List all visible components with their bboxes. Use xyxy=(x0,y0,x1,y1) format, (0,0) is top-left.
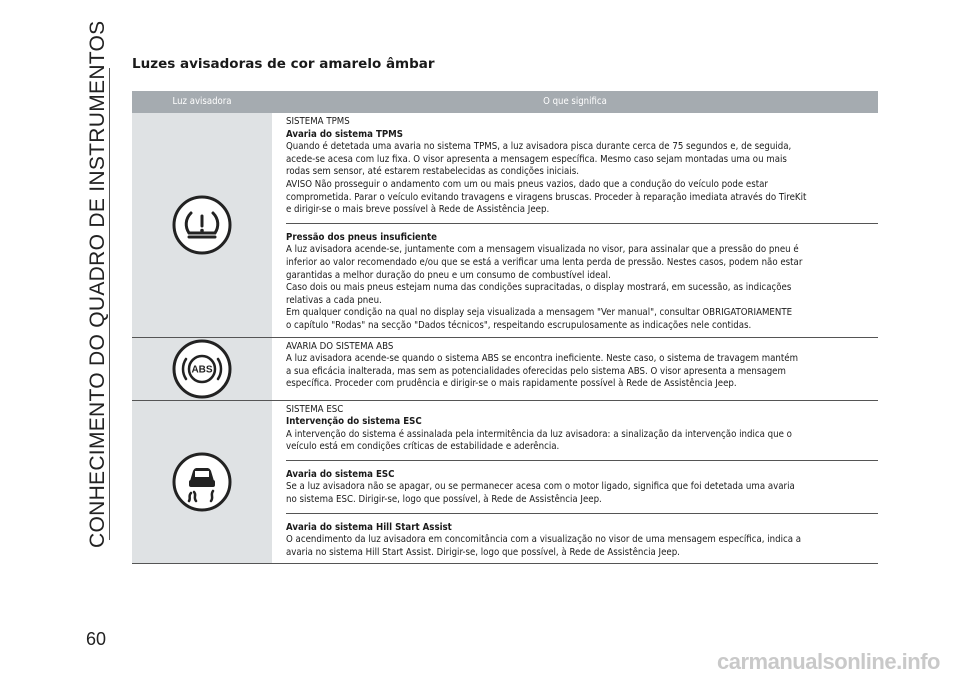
hill-start-assist-block xyxy=(286,513,878,564)
text-line: garantidas a melhor duração do pneu e um consumo de combustível ideal. xyxy=(286,269,611,281)
table-header xyxy=(132,91,878,113)
header-meaning: O que significa xyxy=(543,96,607,107)
block-heading: SISTEMA TPMS xyxy=(286,116,350,127)
text-line: Em qualquer condição na qual no display seja visualizada a mensagem "Ver manual", consultar OBRIGATORIAMENTE xyxy=(286,307,793,319)
text-line: comprometida. Parar o veículo evitando travagens e viragens bruscas. Proceder à reparação imediata através do TireKit xyxy=(286,191,807,203)
block-subheading: Avaria do sistema Hill Start Assist xyxy=(286,521,452,533)
text-line: o capítulo "Rodas" na secção "Dados técnicos", respeitando escrupulosamente as indicações nele contidas. xyxy=(286,319,752,331)
text-line: veículo está em condições críticas de estabilidade e aderência. xyxy=(286,441,560,453)
icon-cell xyxy=(132,401,272,564)
tpms-fault-block xyxy=(286,113,878,221)
abs-fault-block xyxy=(286,338,878,395)
warning-lights-table xyxy=(132,91,878,564)
esc-intervention-block xyxy=(286,401,878,458)
page-number: 60 xyxy=(86,629,107,649)
meaning-cell xyxy=(272,338,878,400)
block-heading: AVARIA DO SISTEMA ABS xyxy=(286,340,394,352)
meaning-cell xyxy=(272,401,878,564)
watermark-brand: carmanualsonline.info xyxy=(717,649,940,674)
block-subheading: Avaria do sistema TPMS xyxy=(286,128,403,140)
text-line: relativas a cada pneu. xyxy=(286,294,382,306)
block-subheading: Intervenção do sistema ESC xyxy=(286,416,422,428)
text-line: AVISO Não prosseguir o andamento com um ou mais pneus vazios, dado que a condução do veículo pode estar xyxy=(286,178,768,190)
block-heading: SISTEMA ESC xyxy=(286,403,344,415)
chapter-side-title: CONHECIMENTO DO QUADRO DE INSTRUMENTOS xyxy=(86,20,109,548)
text-line: rodas sem sensor, até estarem restabelecidas as condições iniciais. xyxy=(286,166,579,178)
text-line: Quando é detetada uma avaria no sistema TPMS, a luz avisadora pisca durante cerca de 75 segundos e, de seguida, xyxy=(286,141,792,153)
abs-icon-label: ABS xyxy=(191,364,213,375)
icon-cell xyxy=(132,113,272,337)
tyre-pressure-block xyxy=(286,223,878,337)
text-line: no sistema ESC. Dirigir-se, logo que possível, à Rede de Assistência Jeep. xyxy=(286,494,602,506)
text-line: inferior ao valor recomendado e/ou que se está a verificar uma lenta perda de pressão. Nestes casos, podem não estar xyxy=(286,256,803,268)
text-line: e dirigir-se o mais breve possível à Rede de Assistência Jeep. xyxy=(286,204,550,216)
chapter-side-rule xyxy=(109,68,110,540)
header-warning-light: Luz avisadora xyxy=(172,96,232,107)
text-line: avaria no sistema Hill Start Assist. Dirigir-se, logo que possível, à Rede de Assistência Jeep. xyxy=(286,546,680,558)
text-line: Caso dois ou mais pneus estejam numa das condições supracitadas, o display mostrará, em sucessão, as indicações xyxy=(286,282,792,294)
text-line: Se a luz avisadora não se apagar, ou se permanecer acesa com o motor ligado, significa que foi detetada uma avaria xyxy=(286,481,795,493)
text-line: O acendimento da luz avisadora em concomitância com a visualização no visor de uma mensagem específica, indica a xyxy=(286,534,802,546)
abs-warning-icon xyxy=(171,338,233,400)
meaning-cell xyxy=(272,113,878,337)
section-title: Luzes avisadoras de cor amarelo âmbar xyxy=(132,56,435,72)
tpms-warning-icon xyxy=(171,194,233,256)
table-row xyxy=(132,338,878,401)
text-line: A luz avisadora acende-se quando o sistema ABS se encontra ineficiente. Neste caso, o sistema de travagem mantém xyxy=(286,353,799,365)
text-line: específica. Proceder com prudência e dirigir-se o mais rapidamente possível à Rede de Assistência Jeep. xyxy=(286,378,737,390)
table-row xyxy=(132,113,878,338)
esc-skid-car-icon xyxy=(171,451,233,513)
icon-cell xyxy=(132,338,272,400)
block-subheading: Avaria do sistema ESC xyxy=(286,468,395,480)
esc-fault-block xyxy=(286,460,878,511)
text-line: a sua eficácia inalterada, mas sem as potencialidades oferecidas pelo sistema ABS. O visor apresenta a mensagem xyxy=(286,365,786,377)
text-line: A luz avisadora acende-se, juntamente com a mensagem visualizada no visor, para assinalar que a pressão do pneu é xyxy=(286,244,799,256)
text-line: acede-se acesa com luz fixa. O visor apresenta a mensagem específica. Mesmo caso sejam montadas uma ou mais xyxy=(286,153,787,165)
block-subheading: Pressão dos pneus insuficiente xyxy=(286,231,438,243)
text-line: A intervenção do sistema é assinalada pela intermitência da luz avisadora: a sinalização da intervenção indica que o xyxy=(286,428,792,440)
table-row xyxy=(132,401,878,565)
